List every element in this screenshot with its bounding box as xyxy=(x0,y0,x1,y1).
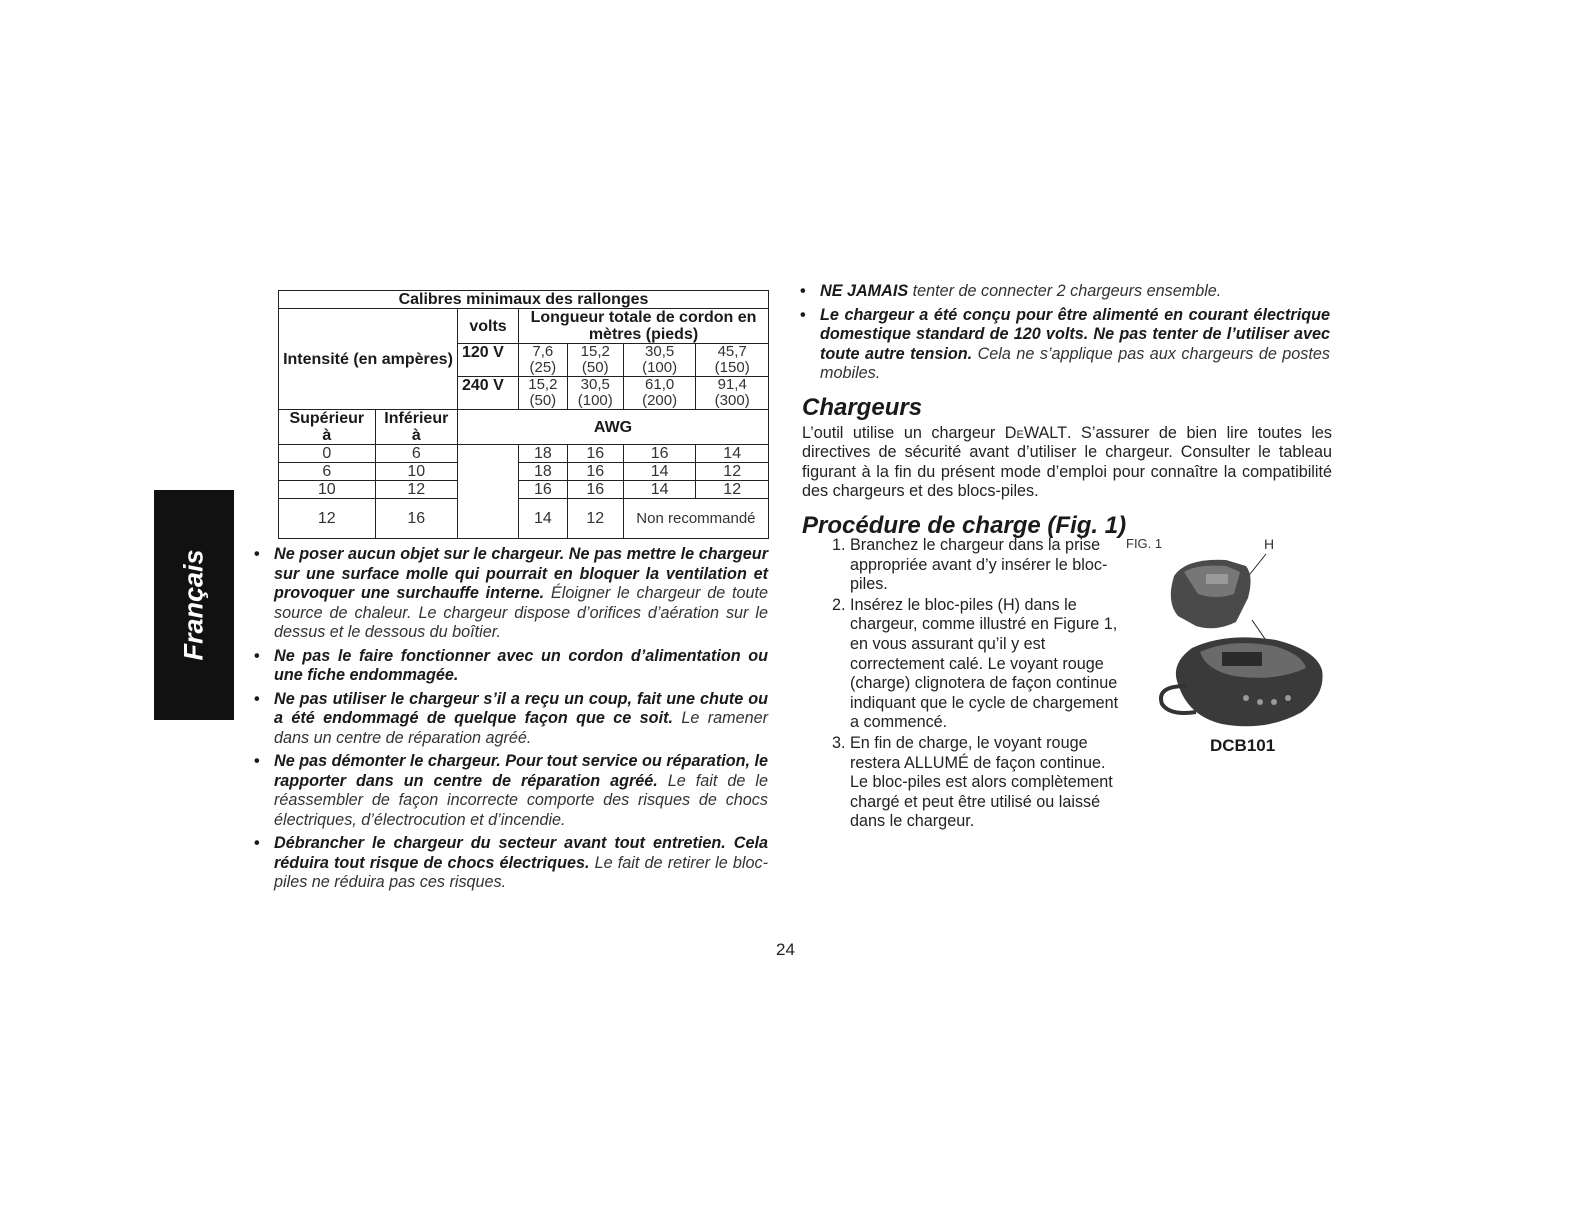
list-item: • Ne pas utiliser le chargeur s’il a reçu un coup, fait une chute ou a été endommagé de quelque façon que ce soit. Le ramener dans un centre de réparation agréé. xyxy=(274,690,768,749)
awg-header: AWG xyxy=(458,410,769,445)
amperage-header: Intensité (en ampères) xyxy=(279,309,458,410)
charging-procedure-heading: Procédure de charge (Fig. 1) xyxy=(802,511,1127,539)
list-item: 1. Branchez le chargeur dans la prise appropriée avant d’y insérer le bloc-piles. xyxy=(850,536,1120,595)
language-tab xyxy=(154,490,234,720)
volts-header: volts xyxy=(458,309,519,344)
list-item: 2. Insérez le bloc-piles (H) dans le chargeur, comme illustré en Figure 1, en vous assurant qu’il y est correctement calé. Le voyant rouge (charge) clignotera de façon continue indiquant que le cycle de chargement a commencé. xyxy=(850,596,1120,733)
table-row: 0 6 18 16 16 14 xyxy=(279,445,769,463)
list-item: • Ne pas le faire fonctionner avec un cordon d’alimentation ou une fiche endommagée. xyxy=(274,647,768,686)
list-item: • Ne poser aucun objet sur le chargeur. Ne pas mettre le chargeur sur une surface molle qui pourrait en bloquer la ventilation et provoquer une surchauffe interne. Éloigner le chargeur de toute source de chaleur. Le chargeur dispose d’orifices d’aération sur le dessus et le dessous du boîtier. xyxy=(274,545,768,643)
extension-cord-table: Calibres minimaux des rallonges Intensité (en ampères) volts Longueur totale de cordon en mètres (pieds) 120 V 7,6 (25) 15,2 (50) 30,5 (100) 45,7 (150) 240 V 15,2 (50) 30,5 (100) 61,0 (200) 91,4 (300) Supérieur à Inférieur à AWG 0 6 18 16 16 14 6 10 18 16 14 12 10 12 16 16 14 12 12 16 14 12 Non recommandé xyxy=(278,290,769,539)
charger-illustration xyxy=(1126,536,1346,736)
charging-steps xyxy=(820,536,1120,833)
not-more-than-header: Inférieur à xyxy=(375,410,457,445)
table-title: Calibres minimaux des rallonges xyxy=(279,291,769,309)
figure-1 xyxy=(1126,536,1346,766)
more-than-header: Supérieur à xyxy=(279,410,376,445)
voltage-120-label: 120 V xyxy=(458,344,519,377)
table-row: 12 16 14 12 Non recommandé xyxy=(279,499,769,539)
table-row: 10 12 16 16 14 12 xyxy=(279,481,769,499)
left-column xyxy=(274,290,778,897)
charger-base-icon xyxy=(1161,637,1323,726)
not-recommended-cell: Non recommandé xyxy=(623,499,768,539)
language-tab-label: Français xyxy=(178,549,209,661)
list-item: • Ne pas démonter le chargeur. Pour tout service ou réparation, le rapporter dans un centre de réparation agréé. Le fait de le réassembler de façon incorrecte comporte des risques de chocs électriques, d’électrocution et d’incendie. xyxy=(274,752,768,830)
table-row: 6 10 18 16 14 12 xyxy=(279,463,769,481)
chargers-paragraph: L’outil utilise un chargeur DeWALT. S’assurer de bien lire toutes les directives de sécurité avant d’utiliser le chargeur. Consulter le tableau figurant à la fin du présent mode d’emploi pour connaître la compatibilité des chargeurs et des blocs-piles. xyxy=(802,423,1333,500)
figure-label: FIG. 1 xyxy=(1126,536,1163,551)
list-item: • Débrancher le chargeur du secteur avant tout entretien. Cela réduira tout risque de chocs électriques. Le fait de retirer le bloc-piles ne réduira pas ces risques. xyxy=(274,834,768,893)
right-column xyxy=(802,282,1340,542)
list-item: 3. En fin de charge, le voyant rouge restera ALLUMÉ de façon continue. Le bloc-piles est alors complètement chargé et peut être utilisé ou laissé dans le chargeur. xyxy=(850,734,1120,832)
list-item: • NE JAMAIS tenter de connecter 2 chargeurs ensemble. xyxy=(820,282,1330,302)
chargers-heading: Chargeurs xyxy=(802,393,923,421)
list-item: • Le chargeur a été conçu pour être alimenté en courant électrique domestique standard de 120 volts. Ne pas tenter de l’utiliser avec toute autre tension. Cela ne s’applique pas aux chargeurs de postes mobiles. xyxy=(820,306,1330,384)
charger-safety-list xyxy=(274,545,768,893)
voltage-240-label: 240 V xyxy=(458,377,519,410)
battery-pack-icon xyxy=(1171,560,1251,628)
callout-h: H xyxy=(1264,536,1275,552)
cord-length-header: Longueur totale de cordon en mètres (pieds) xyxy=(519,309,769,344)
charger-warnings-list xyxy=(820,282,1330,384)
page-number: 24 xyxy=(776,940,795,959)
model-label: DCB101 xyxy=(1210,736,1276,755)
